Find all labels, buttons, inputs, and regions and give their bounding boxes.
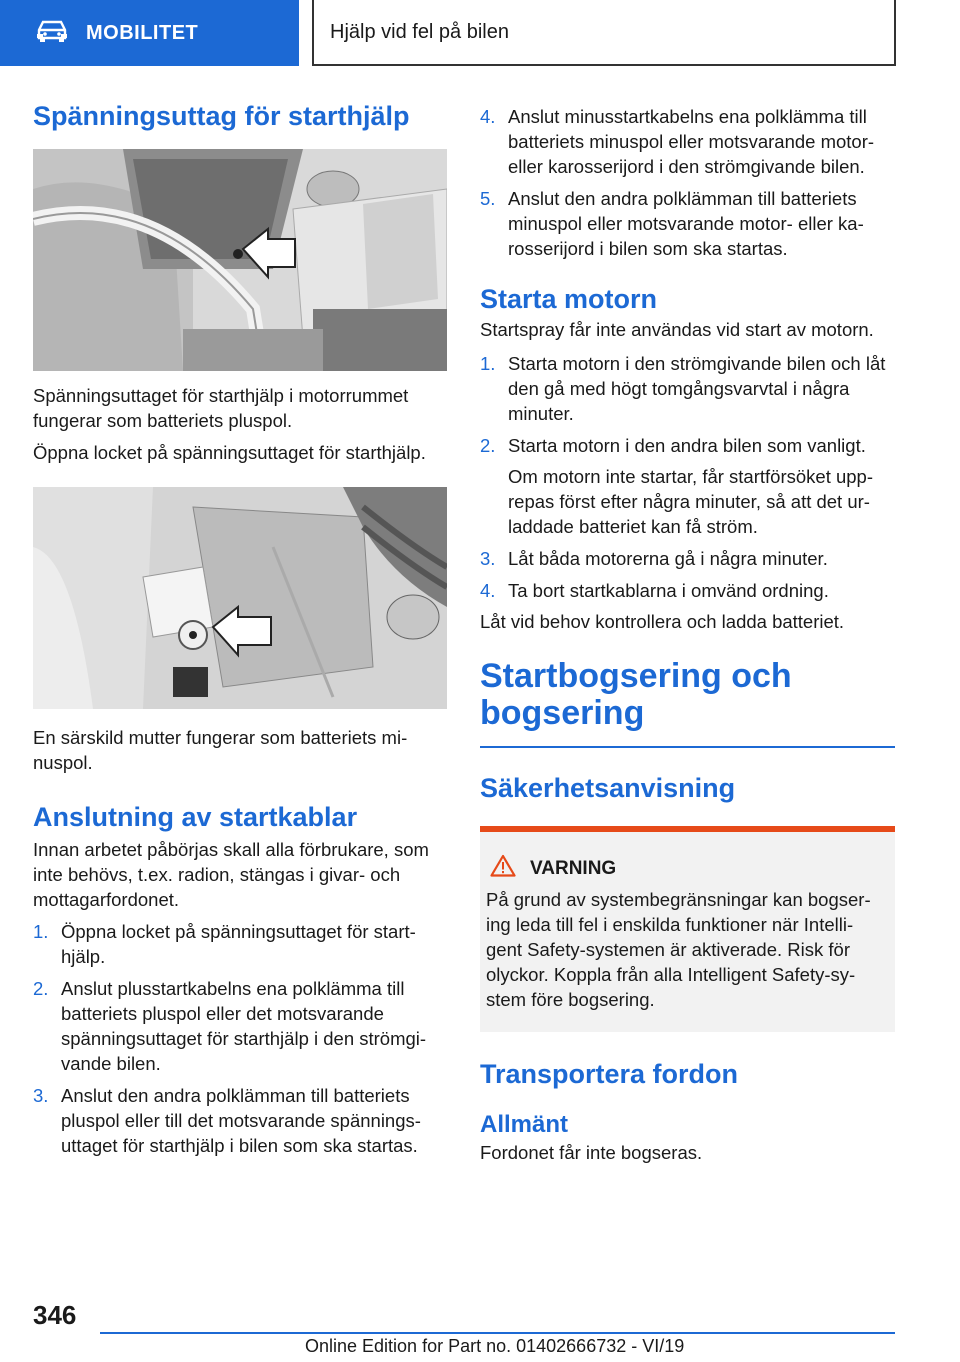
edition-label: Online Edition for Part no. 01402666732 - VI/19 xyxy=(305,1336,685,1356)
heading-connecting-jumper-cables: Anslutning av startkablar xyxy=(33,802,358,832)
list-item xyxy=(480,104,895,179)
breadcrumb-label: Hjälp vid fel på bilen xyxy=(330,20,509,43)
warning-title-text: VARNING xyxy=(530,857,617,879)
right-column xyxy=(480,104,895,1165)
paragraph: Spänningsuttaget för starthjälp i motorrummet fungerar som batteriets pluspol. xyxy=(33,385,409,431)
step-text: Starta motorn i den strömgivande bilen och låt den gå med högt tomgångsvarvtal i några minuter. xyxy=(508,353,886,424)
step-number: 2. xyxy=(33,978,49,999)
step-text: Låt båda motorerna gå i några minuter. xyxy=(508,548,828,569)
step-text: Öppna locket på spänningsuttaget för start-hjälp. xyxy=(61,921,416,967)
paragraph: Innan arbetet påbörjas skall alla förbrukare, som inte behövs, t.ex. radion, stängas i givar- och mottagarfordonet. xyxy=(33,839,429,910)
page-footer xyxy=(0,1296,960,1356)
step-text: Anslut den andra polklämman till batteriets pluspol eller till det motsvarande spännings-uttaget för starthjälp i bilen som ska startas. xyxy=(61,1085,421,1156)
engine-bay-image-2 xyxy=(33,487,447,709)
steps-list xyxy=(33,919,447,1158)
paragraph: En särskild mutter fungerar som batteriets mi-nuspol. xyxy=(33,727,408,773)
step-number: 3. xyxy=(480,548,496,569)
step-number: 3. xyxy=(33,1085,49,1106)
heading-safety-note: Säkerhetsanvisning xyxy=(480,773,736,803)
list-item xyxy=(480,578,895,603)
warning-title xyxy=(486,854,883,883)
start-steps-list xyxy=(480,351,895,458)
list-item xyxy=(480,186,895,261)
paragraph: Låt vid behov kontrollera och ladda batteriet. xyxy=(480,611,845,632)
step-number: 1. xyxy=(480,353,496,374)
warning-triangle-icon xyxy=(490,854,530,883)
heading-tow-starting-and-towing: Startbogsering och bogsering xyxy=(480,657,792,732)
steps-list-continued xyxy=(480,104,895,261)
section-tab-label: MOBILITET xyxy=(86,21,199,44)
paragraph: Öppna locket på spänningsuttaget för starthjälp. xyxy=(33,442,426,463)
heading-jump-start-terminal: Spänningsuttag för starthjälp xyxy=(33,101,410,131)
warning-box xyxy=(480,826,895,1032)
footer-divider xyxy=(100,1332,895,1334)
paragraph: Startspray får inte användas vid start av motorn. xyxy=(480,319,874,340)
step-number: 4. xyxy=(480,580,496,601)
page-number: 346 xyxy=(33,1300,77,1330)
list-item xyxy=(33,1083,447,1158)
step-number: 2. xyxy=(480,435,496,456)
section-tab xyxy=(0,0,299,66)
step-text: Anslut plusstartkabelns ena polklämma till batteriets pluspol eller det motsvarande spänningsuttaget för starthjälp i den strömgi-vande bilen. xyxy=(61,978,427,1074)
paragraph: Om motorn inte startar, får startförsöket upp-repas först efter några minuter, så att det ur-laddade batteriet kan få ström. xyxy=(508,466,873,537)
heading-transport-vehicle: Transportera fordon xyxy=(480,1059,739,1089)
step-text: Ta bort startkablarna i omvänd ordning. xyxy=(508,580,829,601)
list-item xyxy=(33,919,447,969)
page-header xyxy=(0,0,960,66)
section-divider xyxy=(480,746,895,748)
start-steps-list-2 xyxy=(480,546,895,603)
step-text: Starta motorn i den andra bilen som vanligt. xyxy=(508,435,866,456)
step-text: Anslut den andra polklämman till batteriets minuspol eller motsvarande motor- eller ka-rosserijord i bilen som ska startas. xyxy=(508,188,864,259)
list-item xyxy=(480,433,895,458)
car-icon xyxy=(36,20,68,47)
left-column xyxy=(33,98,447,1158)
list-item xyxy=(33,976,447,1076)
heading-general: Allmänt xyxy=(480,1111,569,1138)
engine-bay-image-1 xyxy=(33,149,447,371)
step-number: 4. xyxy=(480,106,496,127)
step-number: 5. xyxy=(480,188,496,209)
step-number: 1. xyxy=(33,921,49,942)
heading-start-engine: Starta motorn xyxy=(480,284,658,314)
list-item xyxy=(480,546,895,571)
step-text: Anslut minusstartkabelns ena polklämma till batteriets minuspol eller motsvarande motor- eller karosserijord i den strömgivande bilen. xyxy=(508,106,875,177)
breadcrumb xyxy=(312,0,896,66)
paragraph: Fordonet får inte bogseras. xyxy=(480,1142,703,1163)
list-item xyxy=(480,351,895,426)
warning-text: På grund av systembegränsningar kan bogser-ing leda till fel i enskilda funktioner när Intelli-gent Safety-systemen är aktiverade. Risk för olyckor. Koppla från alla Intelligent Safety-sy-stem före bogsering. xyxy=(486,889,871,1010)
